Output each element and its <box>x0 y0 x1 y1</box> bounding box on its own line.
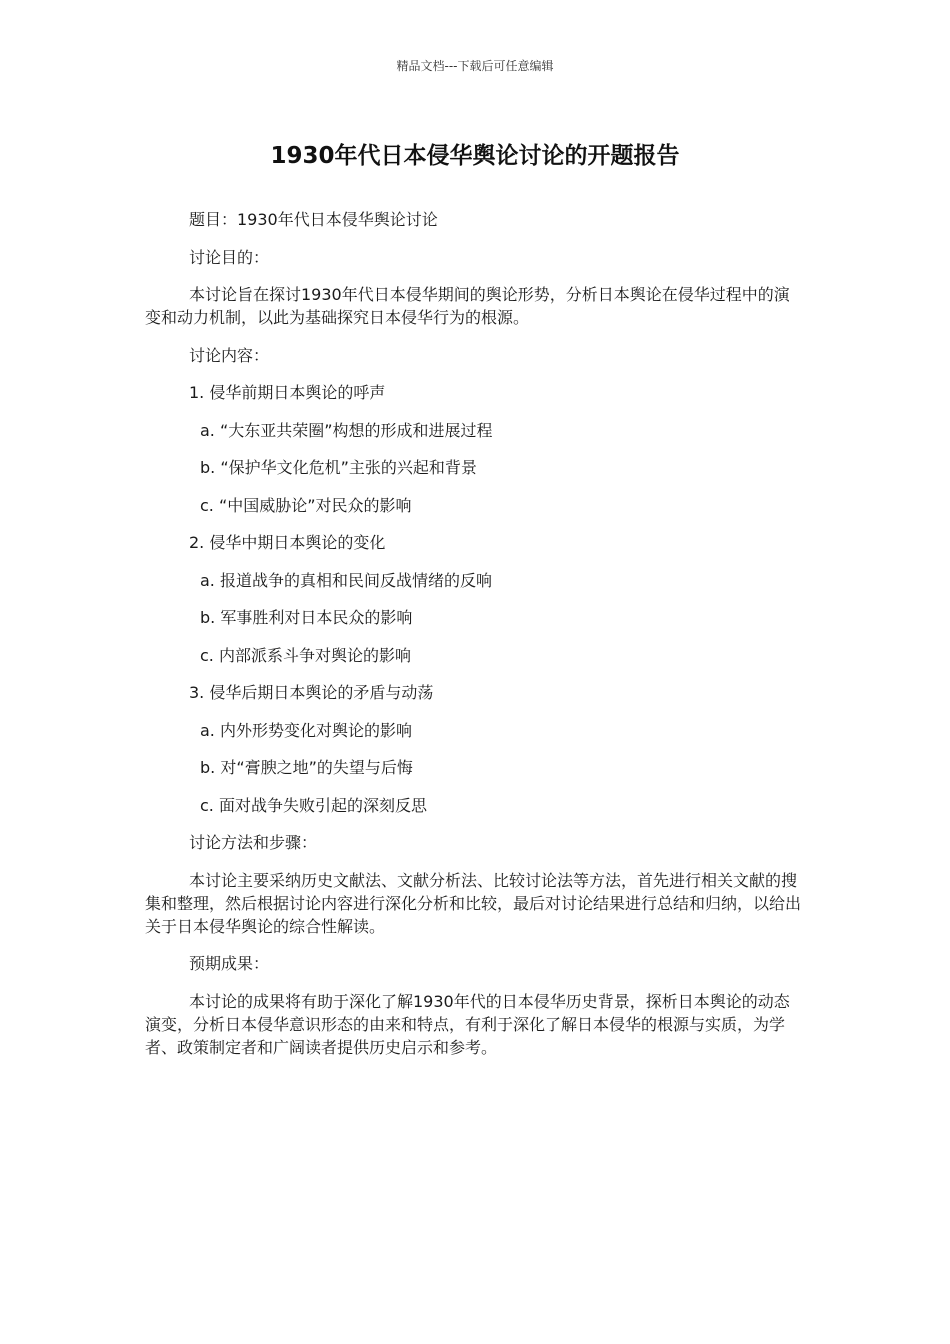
section-title: 2. 侵华中期日本舆论的变化 <box>189 533 386 552</box>
section-item: c. 面对战争失败引起的深刻反思 <box>200 795 427 815</box>
purpose-heading: 讨论目的： <box>189 247 270 267</box>
method-paragraph: 本讨论主要采纳历史文献法、文献分析法、比较讨论法等方法，首先进行相关文献的搜集和整理，然后根据讨论内容进行深化分析和比较，最后对讨论结果进行总结和归纳，以给出关于日本侵华舆论的综合性解读。 <box>145 870 802 936</box>
outcome-paragraph: 本讨论的成果将有助于深化了解1930年代的日本侵华历史背景，探析日本舆论的动态演变，分析日本侵华意识形态的由来和特点，有利于深化了解日本侵华的根源与实质，为学者、政策制定者和广阔读者提供历史启示和参考。 <box>145 991 790 1057</box>
document-body <box>145 208 805 1073</box>
section-title: 3. 侵华后期日本舆论的矛盾与动荡 <box>189 683 434 702</box>
section-item: b. 对“膏腴之地”的失望与后悔 <box>200 758 413 777</box>
method-heading: 讨论方法和步骤： <box>189 833 318 852</box>
content-heading: 讨论内容： <box>189 345 270 365</box>
section-item: c. “中国威胁论”对民众的影响 <box>200 495 412 515</box>
topic-line: 题目：1930年代日本侵华舆论讨论 <box>189 210 438 229</box>
document-title: 1930年代日本侵华舆论讨论的开题报告 <box>270 143 680 169</box>
purpose-paragraph: 本讨论旨在探讨1930年代日本侵华期间的舆论形势，分析日本舆论在侵华过程中的演变和动力机制，以此为基础探究日本侵华行为的根源。 <box>145 285 790 327</box>
section-title: 1. 侵华前期日本舆论的呼声 <box>189 383 386 402</box>
section-item: a. 报道战争的真相和民间反战情绪的反响 <box>200 570 492 590</box>
outcome-heading: 预期成果： <box>189 954 270 973</box>
header-note: 精品文档---下载后可任意编辑 <box>396 59 554 73</box>
section-item: a. 内外形势变化对舆论的影响 <box>200 720 412 740</box>
section-item: a. “大东亚共荣圈”构想的形成和进展过程 <box>200 420 493 440</box>
section-item: b. “保护华文化危机”主张的兴起和背景 <box>200 458 477 477</box>
section-item: b. 军事胜利对日本民众的影响 <box>200 608 413 627</box>
section-item: c. 内部派系斗争对舆论的影响 <box>200 645 411 665</box>
